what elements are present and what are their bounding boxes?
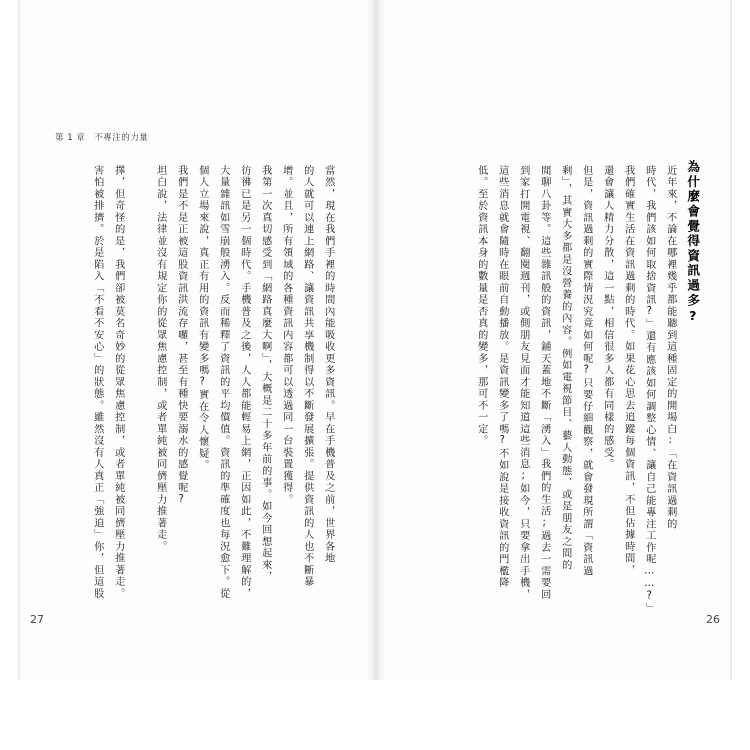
body-line: 我第一次真切感受到「網路真麼大啊」，大概是二十多年前的事。如今回想起來，: [259, 165, 271, 583]
folio-right: 26: [706, 613, 720, 626]
folio-left: 27: [30, 613, 44, 626]
body-line: 近年來，不論在哪裡幾乎都能聽到這種固定的開場白:「在資訊過剩的: [664, 165, 676, 531]
body-line: 坦白說，法律並沒有規定你的從眾焦慮控制，或者單純被同儕壓力推著走。: [154, 165, 166, 553]
body-line: 彷彿已是另一個時代。手機普及之後，人人都能輕易上網，正因如此，不難理解的，: [238, 165, 250, 600]
body-line: 但是，資訊過剩的實際情況究竟如何呢?只要仔細觀察，就會發現所謂「資訊過: [580, 165, 592, 578]
page-gutter-shadow: [366, 0, 386, 680]
page-edge-right: [729, 0, 732, 680]
body-line: 害怕被排擠。於是陷入「不看不安心」的狀態。雖然沒有人真正「強迫」你，但這股: [91, 165, 103, 600]
body-line: 增。並且，所有領域的各種資訊内容都可以透過同一台裝置獲得。: [280, 165, 292, 506]
body-line: 擇，但奇怪的是，我們卻被莫名奇妙的從眾焦慮控制，或者單純被同儕壓力推著走。: [112, 165, 124, 600]
body-line: 我們是不是正被這股資訊洪流存囉，甚至有種快要溺水的感覺呢?: [175, 165, 187, 507]
body-line: 剩」，其實大多都是沒營養的內容。例如電視節目、藝人動態、或是朋友之間的: [559, 165, 571, 572]
body-line: 大量雜訊如雪崩般湧入。反而稀釋了資訊的平均價值。資訊的準確度也每況愈下。從: [217, 165, 229, 600]
body-line: 個人立場來說，真正有用的資訊有變多嗎?實在令人懷疑。: [196, 165, 208, 472]
body-line: 這些消息就會隨時在眼前自動播放。是資訊變多了嗎?不如說是接收資訊的門檻降: [496, 165, 508, 589]
body-line: 時代，我們該如何取捨資訊?」還有應該如何調整心情、讓自己能專注工作呢……?」: [643, 165, 655, 615]
body-line: 閒聊八卦等。這些雜訊般的資訊，鋪天蓋地不斷「湧入」我們的生活;過去一需要回: [538, 165, 550, 601]
body-line: 低。至於資訊本身的數量是否真的變多，那可不一定。: [475, 165, 487, 447]
page-edge-left: [18, 0, 21, 680]
body-line: 當然，現在我們手裡的時間內能吸收更多資訊。早在手機普及之前，世界各地: [322, 165, 334, 565]
body-line: 我們確實生活在資訊過剩的時代。如果花心思去追蹤每個資訊，不但佔據時間，: [622, 165, 634, 577]
running-head: 第 1 章 不專注的力量: [55, 133, 149, 143]
section-heading: 為什麼會覺得資訊過多?: [685, 160, 701, 326]
body-line: 到家打開電視、翻閱週刊，或側朋友見面才能知道這些消息;如今，只要拿出手機，: [517, 165, 529, 601]
body-line: 還會讓人精力分散，這一點，相信很多人都有同樣的感受。: [601, 165, 613, 471]
body-line: 的人就可以連上網路、讓資訊共享機制得以不斷發展擴張。提供資訊的人也不斷暴: [301, 165, 313, 588]
